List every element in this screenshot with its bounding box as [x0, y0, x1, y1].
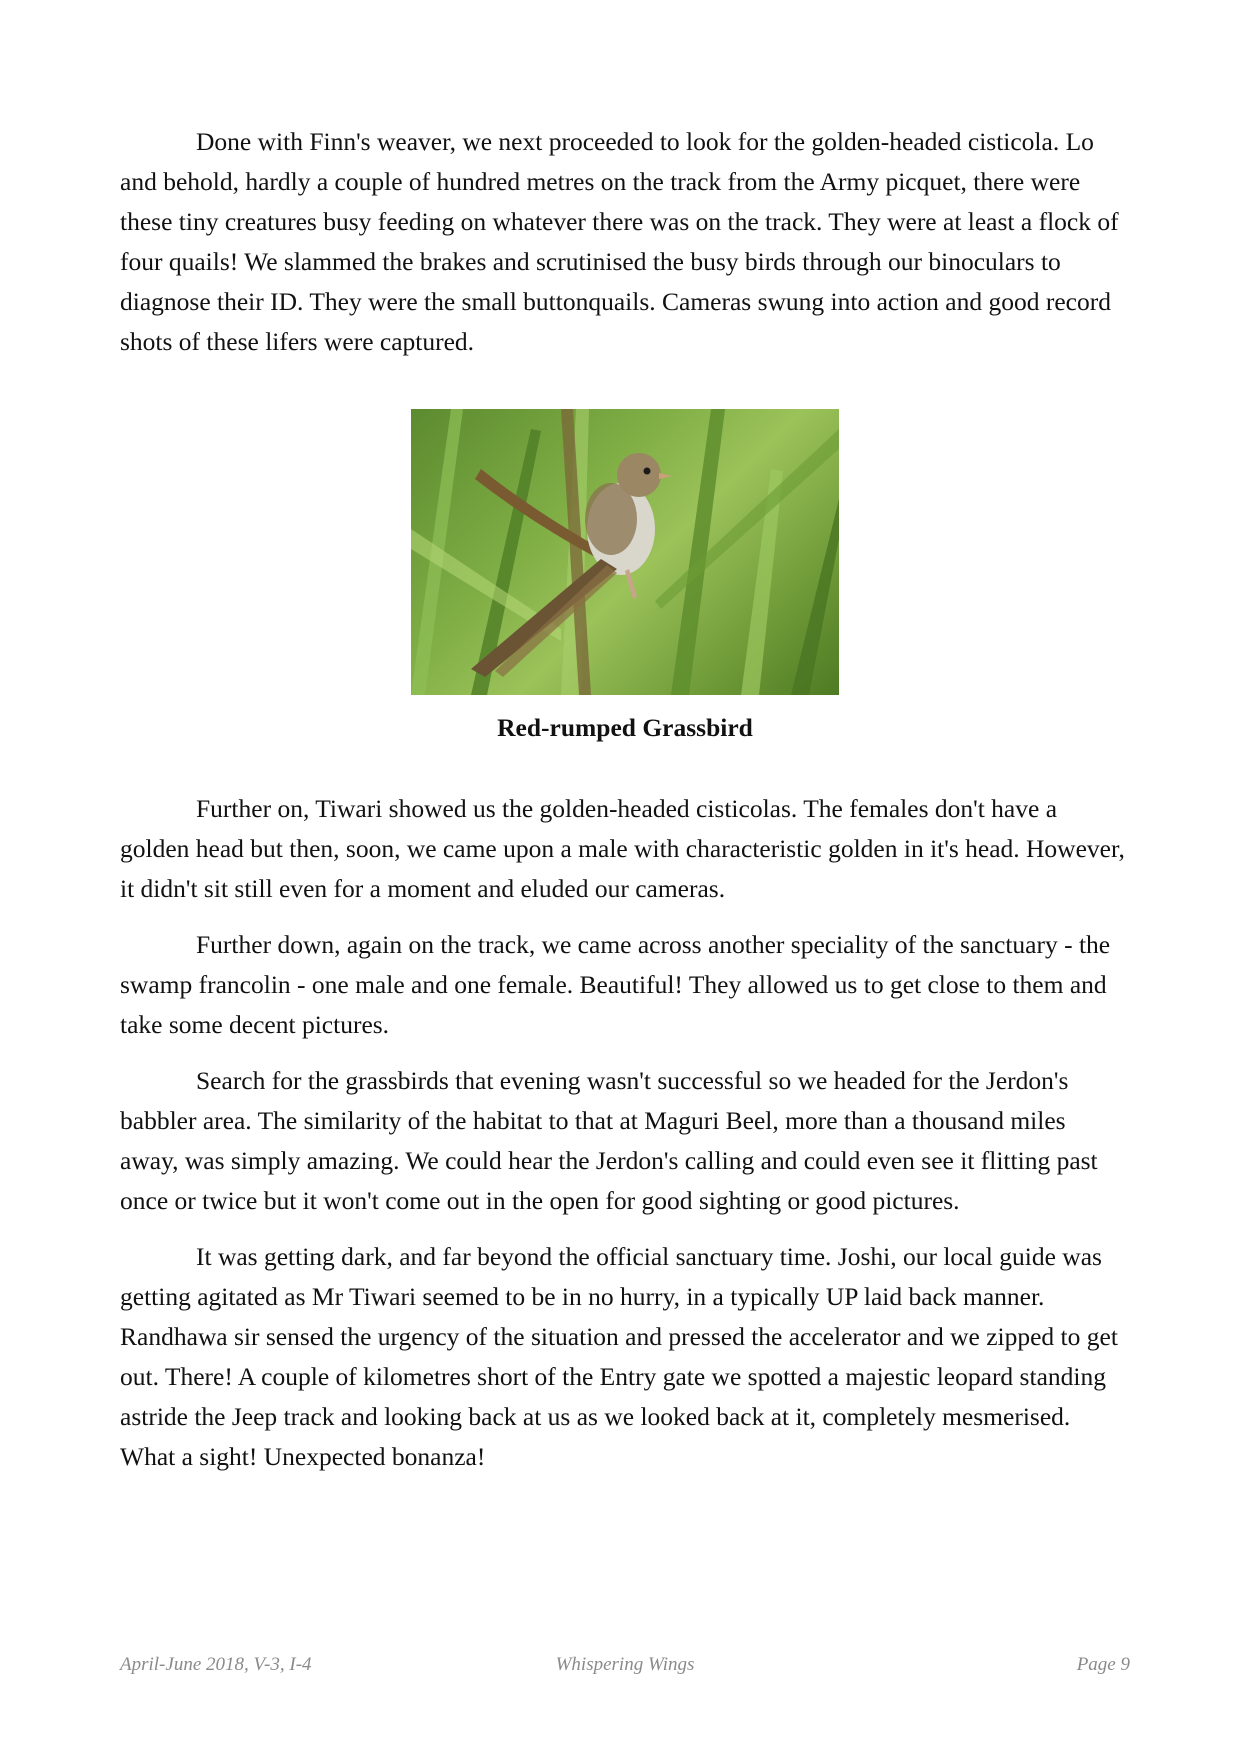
paragraph: Further down, again on the track, we came across another speciality of the sanctuary - the swamp francolin - one male and one female. Beautiful! They allowed us to get close to them and take some decent pictures.: [120, 930, 1111, 1039]
paragraph: Further on, Tiwari showed us the golden-headed cisticolas. The females don't have a golden head but then, soon, we came upon a male with characteristic golden in it's head. However, it didn't sit still even for a moment and eluded our cameras.: [120, 794, 1125, 903]
figure-caption: Red-rumped Grassbird: [497, 713, 753, 742]
footer-publication: Whispering Wings: [555, 1654, 695, 1675]
paragraph: It was getting dark, and far beyond the official sanctuary time. Joshi, our local guide was getting agitated as Mr Tiwari seemed to be in no hurry, in a typically UP laid back manner. Randhawa sir sensed the urgency of the situation and pressed the accelerator and we zipped to get out. There! A couple of kilometres short of the Entry gate we spotted a majestic leopard standing astride the Jeep track and looking back at us as we looked back at it, completely mesmerised. What a sight! Unexpected bonanza!: [120, 1242, 1118, 1471]
paragraph: Done with Finn's weaver, we next proceeded to look for the golden-headed cisticola. Lo and behold, hardly a couple of hundred metres on the track from the Army picquet, there were these tiny creatures busy feeding on whatever there was on the track. They were at least a flock of four quails! We slammed the brakes and scrutinised the busy birds through our binoculars to diagnose their ID. They were the small buttonquails. Cameras swung into action and good record shots of these lifers were captured.: [120, 127, 1119, 356]
paragraph: Search for the grassbirds that evening wasn't successful so we headed for the Jerdon's babbler area. The similarity of the habitat to that at Maguri Beel, more than a thousand miles away, was simply amazing. We could hear the Jerdon's calling and could even see it flitting past once or twice but it won't come out in the open for good sighting or good pictures.: [120, 1066, 1098, 1215]
page-footer: [120, 1654, 1130, 1684]
footer-issue: April-June 2018, V-3, I-4: [120, 1654, 312, 1675]
article-body: [120, 122, 1130, 1477]
grass-and-bird-illustration: [411, 409, 839, 695]
bird-photo: [411, 409, 839, 695]
figure: [120, 409, 1130, 745]
footer-page-number: Page 9: [1076, 1654, 1130, 1675]
